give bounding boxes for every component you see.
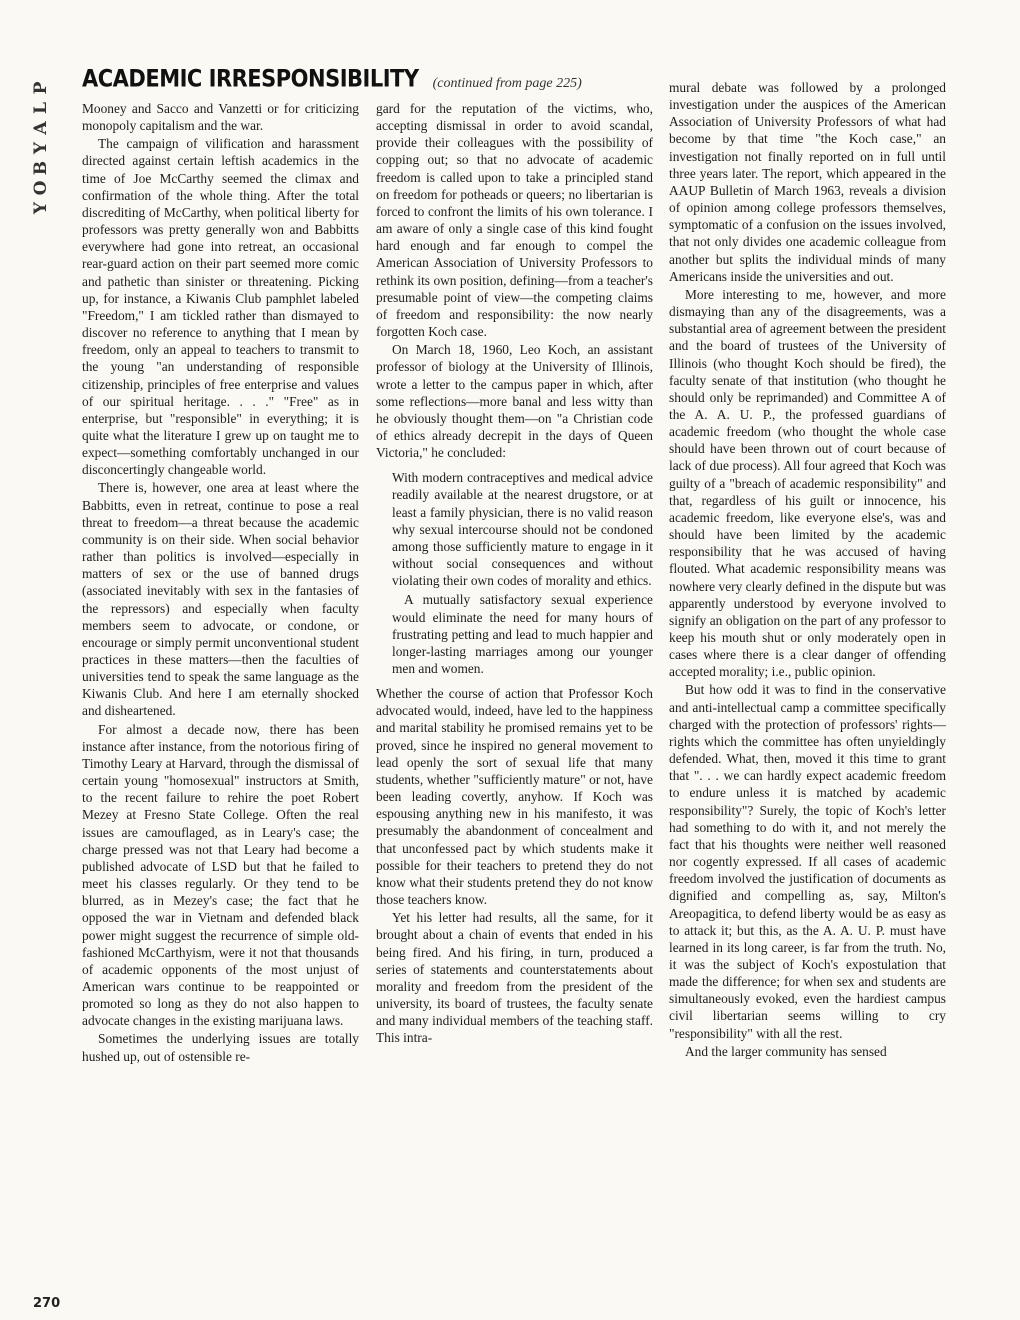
paragraph: mural debate was followed by a prolonged investigation under the auspices of the American Association of University Professors of what had become by that time "the Koch case," an investigation not finally reported on in full until three years later. The report, which appeared in the AAUP Bulletin of March 1963, reveals a division of opinion among college professors themselves, symptomatic of a confusion on the issues involved, that not only divides one academic colleague from another but splits the individual minds of many Americans inside the universities and out. (669, 80, 946, 284)
paragraph: And the larger community has sensed (685, 1043, 887, 1059)
paragraph: But how odd it was to find in the conservative and anti-intellectual camp a committee specifically charged with the protection of professors' rights—rights which the committee has often unyieldingly defended. What, then, moved it this time to grant that ". . . we can hardly expect academic freedom to endure unless it is matched by academic responsibility"? Surely, the topic of Koch's letter had something to do with it, and not merely the fact that his thoughts were neither well reasoned nor cogently expressed. If all cases of academic freedom involved the justification of documents as dignified and compelling as, say, Milton's Areopagitica, to defend liberty would be as easy as to attack it; but this, as the A. A. U. P. must have learned in its long career, is far from the truth. No, it was the subject of Koch's expostulation that made the difference; for when sex and students are simultaneously evoked, even the hardiest campus civil libertarian seems willing to cry "responsibility" with all the rest. (669, 682, 946, 1041)
quote-paragraph: A mutually satisfactory sexual experience would eliminate the need for many hours of frustrating petting and lead to much happier and longer-lasting marriages among our younger men and women. (392, 592, 653, 676)
column-1 (82, 100, 359, 1065)
quote-paragraph: With modern contraceptives and medical advice readily available at the nearest drugstore, or at least a family physician, there is no valid reason why sexual intercourse should not be condoned among those sufficiently mature to engage in it without social consequences and without violating their own codes of morality and ethics. (392, 470, 653, 589)
article-header (82, 64, 642, 98)
paragraph: There is, however, one area at least where the Babbitts, even in retreat, continue to pose a real threat to freedom—a threat because the academic community is on their side. When social behavior rather than politics is involved—especially in matters of sex or the use of banned drugs (associated inevitably with sex in the fantasies of the repressors) and especially when faculty members seem to advocate, or condone, or encourage or simply permit unconventional student practices in these matters—then the faculties of universities tend to speak the same language as the Kiwanis Club. And here I am eternally shocked and disheartened. (82, 480, 359, 719)
sidebar-letter: P (31, 81, 51, 95)
paragraph: For almost a decade now, there has been instance after instance, from the notorious firing of Timothy Leary at Harvard, through the dismissal of certain young "homosexual" instructors at Smith, to the recent failure to rehire the poet Robert Mezey at Fresno State College. Often the real issues are camouflaged, as in Leary's case; the charge pressed was not that Leary had become a published advocate of LSD but that he failed to meet his classes regularly. Or they tend to be blurred, as in Mezey's case; the fact that he opposed the war in Vietnam and defended black power might suggest the recurrence of simple old-fashioned McCarthyism, were it not that thousands of academic opponents of the most unjust of American wars continue to be reappointed or promoted so long as they do not also happen to advocate changes in the existing marijuana laws. (82, 721, 359, 1029)
block-quote (392, 469, 653, 677)
paragraph: On March 18, 1960, Leo Koch, an assistant professor of biology at the University of Illinois, wrote a letter to the campus paper in which, after some reflections—more banal and less witty than he obviously thought them—on "a Christian code of ethics already decrepit in the days of Queen Victoria," he concluded: (376, 342, 653, 461)
paragraph: The campaign of vilification and harassment directed against certain leftish academics in the time of Joe McCarthy seemed the climax and confirmation of the whole thing. After the total discrediting of McCarthy, when political liberty for professors was pretty generally won and Babbitts everywhere had gone into retreat, an occasional rear-guard action on their part seemed more comic and pathetic than sinister or threatening. Picking up, for instance, a Kiwanis Club pamphlet labeled "Freedom," I am tickled rather than dismayed to discover no reference to anything that I mean by freedom, only an appeal to teachers to transmit to the young "an understanding of responsible citizenship, principles of free enterprise and values of our spiritual heritage. . . ." "Free" as in enterprise, but "responsible" in everything; it is quite what the literature I grew up on taught me to expect—something comfortably unchanged in our disconcertingly changeable world. (82, 136, 359, 478)
paragraph: Yet his letter had results, all the same, for it brought about a chain of events that ended in his being fired. And his firing, in turn, produced a series of statements and counterstatements about morality and freedom from the president of the university, its board of trustees, the faculty senate and many individual members of the teaching staff. This intra- (376, 910, 653, 1046)
sidebar-letter: O (31, 180, 51, 196)
column-3 (669, 79, 946, 1060)
sidebar-letter: A (31, 121, 51, 135)
page-number: 270 (33, 1296, 61, 1311)
sidebar-letter: L (31, 102, 51, 114)
paragraph: Sometimes the underlying issues are totally hushed up, out of ostensible re- (82, 1031, 359, 1064)
article-title: ACADEMIC IRRESPONSIBILITY (82, 64, 419, 92)
column-2 (376, 100, 653, 1046)
sidebar-letter: Y (31, 141, 51, 155)
paragraph: Mooney and Sacco and Vanzetti or for criticizing monopoly capitalism and the war. (82, 101, 359, 134)
continued-note: (continued from page 225) (432, 76, 582, 91)
sidebar-letter: Y (31, 201, 51, 215)
magazine-sidebar-label (30, 78, 52, 218)
sidebar-letter: B (31, 160, 51, 176)
paragraph: gard for the reputation of the victims, who, accepting dismissal in order to avoid scandal, provide their colleagues with the possibility of copping out; so that no advocate of academic freedom is called upon to take a principled stand on freedom for potheads or queers; no libertarian is forced to confront the limits of his own tolerance. I am aware of only a single case of this kind fought hard enough and far enough to compel the American Association of University Professors to rethink its own position, defining—from a teacher's presumable point of view—the competing claims of freedom and responsibility: the now nearly forgotten Koch case. (376, 101, 653, 340)
paragraph: Whether the course of action that Professor Koch advocated would, indeed, have led to the happiness and marital stability he promised remains yet to be proved, since he inspired no general movement to lead openly the sort of sexual life that many students, whether "sufficiently mature" or not, have been leading covertly, anyhow. If Koch was espousing anything new in his manifesto, it was presumably the abandonment of concealment and that unconfessed pact by which students make it possible for their teachers to pretend they do not know what their students pretend they do not know those teachers know. (376, 686, 653, 908)
paragraph: More interesting to me, however, and more dismaying than any of the disagreements, was a substantial area of agreement between the president and the board of trustees of the University of Illinois (who thought Koch should be fired), the faculty senate of that institution (who thought he should only be reprimanded) and Committee A of the A. A. U. P., the professed guardians of academic freedom (who thought the whole case should have been thrown out of court because of lack of due process). All four agreed that Koch was guilty of a "breach of academic responsibility" and that, regardless of his guilt or innocence, his academic freedom, like everyone else's, was and should have been limited by the academic responsibility that he was accused of having flouted. What academic responsibility means was nowhere very clearly defined in the dispute but was apparently understood by everyone involved to signify an obligation on the part of any professor to keep his mouth shut or only moderately open in cases where there is a clear danger of offending accepted morality; i.e., public opinion. (669, 286, 946, 680)
